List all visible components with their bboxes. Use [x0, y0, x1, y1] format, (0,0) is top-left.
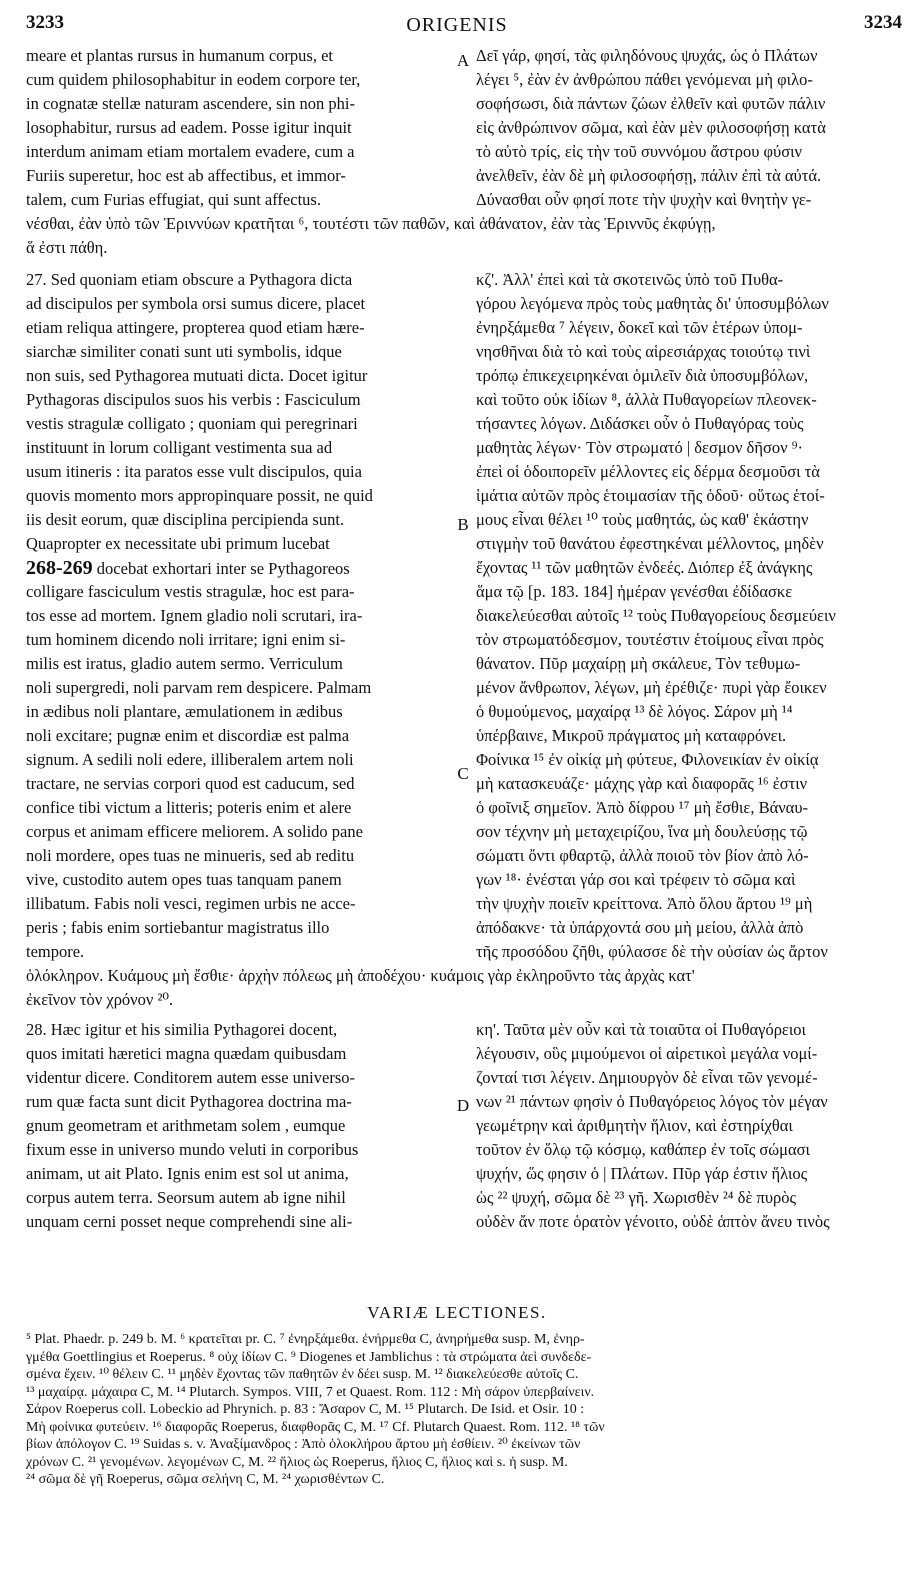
greek-line: γόρου λεγόμενα πρὸς τοὺς μαθητὰς δι' ὑποσυμβόλων	[476, 294, 829, 313]
latin-line: vestis stragulæ colligato ; quoniam qui peregrinari	[26, 414, 358, 433]
latin-line: colligare fasciculum vestis stragulæ, hoc est para-	[26, 582, 355, 601]
page-header	[0, 0, 914, 40]
latin-line: ad discipulos per symbola orsi sumus dicere, placet	[26, 294, 366, 313]
greek-line: τήσαντες λόγων. Διδάσκει οὖν ὁ Πυθαγόρας τοὺς	[476, 414, 804, 433]
greek-line: ἅμα τῷ [p. 183. 184] ἡμέραν γενέσθαι ἐδίδασκε	[476, 582, 793, 601]
greek-line: μαθητὰς λέγων· Τὸν στρωματό | δεσμον δῆσον ⁹·	[476, 438, 803, 457]
greek-line: νων ²¹ πάντων φησὶν ὁ Πυθαγόρειος λόγος τὸν μέγαν	[476, 1092, 828, 1111]
latin-line: gnum geometram et arithmetam solem , eumque	[26, 1116, 346, 1135]
latin-line: non suis, sed Pythagorea mutuati dicta. Docet igitur	[26, 366, 368, 385]
latin-line: tos esse ad mortem. Ignem gladio noli scrutari, ira-	[26, 606, 363, 625]
latin-line: unquam cerni posset neque comprehendi sine ali-	[26, 1212, 353, 1231]
latin-line: fixum esse in universo mundo veluti in corporibus	[26, 1140, 359, 1159]
latin-line: corpus et animam efficere meliorem. A solido pane	[26, 822, 363, 841]
margin-letter-a: A	[456, 51, 470, 70]
margin-letter-d: D	[456, 1096, 470, 1115]
greek-line: ἀνελθεῖν, ἐὰν δὲ μὴ φιλοσοφήσῃ, πάλιν ἐπὶ τὰ αὐτά.	[476, 166, 822, 185]
latin-line: tempore.	[26, 942, 85, 961]
migne-page-reference: 268-269	[26, 557, 93, 579]
latin-line: etiam reliqua attingere, propterea quod etiam hære-	[26, 318, 365, 337]
latin-line: animam, ut ait Plato. Ignis enim est sol ut anima,	[26, 1164, 349, 1183]
footnote-line: ⁵ Plat. Phaedr. p. 249 b. M. ⁶ κρατεῖται pr. C. ⁷ ἐνηρξάμεθα. ἐνήρμεθα C, ἀνηρήμεθα susp. M, ἐνηρ-	[26, 1332, 585, 1347]
latin-line: tractare, ne servias corpori quod est caducum, sed	[26, 774, 355, 793]
greek-line: ὑπέρβαινε, Μικροῦ πράγματος μὴ καταφρόνει.	[476, 726, 787, 745]
greek-line: Δύνασθαι οὖν φησί ποτε τὴν ψυχὴν καὶ θνητὴν γε-	[476, 190, 812, 209]
latin-line: confice tibi victum a litteris; poteris enim et alere	[26, 798, 352, 817]
latin-line-text: docebat exhortari inter se Pythagoreos	[96, 559, 350, 578]
greek-line: τὸν στρωματόδεσμον, τουτέστιν ἑτοίμους εἶναι πρὸς	[476, 630, 824, 649]
latin-line: in ædibus noli plantare, æmulationem in ædibus	[26, 702, 343, 721]
latin-line: tum hominem dicendo noli irritare; igni enim si-	[26, 630, 346, 649]
greek-line: Δεῖ γάρ, φησί, τὰς φιληδόνους ψυχάς, ὡς ὁ Πλάτων	[476, 46, 818, 65]
greek-line: κζ'. Ἀλλ' ἐπεὶ καὶ τὰ σκοτεινῶς ὑπὸ τοῦ Πυθα-	[476, 270, 784, 289]
latin-line: quos imitati hæretici magna quædam quibusdam	[26, 1044, 347, 1063]
latin-line: vive, custodito autem opes tuas tanquam panem	[26, 870, 342, 889]
greek-line: λέγει ⁵, ἐὰν ἐν ἀνθρώπου πάθει γενόμεναι μὴ φιλο-	[476, 70, 813, 89]
latin-line: cum quidem philosophabitur in eodem corpore ter,	[26, 70, 361, 89]
greek-line: μὴ κατασκευάζε· μάχης γὰρ καὶ διαφορᾶς ¹⁶ ἐστιν	[476, 774, 808, 793]
footnote-line: Σάρον Roeperus coll. Lobeckio ad Phrynich. p. 83 : Ἄσαρον C, M. ¹⁵ Plutarch. De Isid. et Osir. 10 :	[26, 1402, 585, 1417]
latin-line: illibatum. Fabis noli vesci, regimen urbis ne acce-	[26, 894, 356, 913]
latin-line: signum. A sedili noli edere, illiberalem artem noli	[26, 750, 354, 769]
greek-line: Φοίνικα ¹⁵ ἐν οἰκίᾳ μὴ φύτευε, Φιλονεικίαν ἐν οἰκίᾳ	[476, 750, 819, 769]
greek-line: νησθῆναι διὰ τὸ καὶ τοὺς αἱρεσιάρχας τοιούτῳ τινὶ	[476, 342, 811, 361]
greek-line: ἐπεὶ οἱ ὁδοιπορεῖν μέλλοντες εἰς δέρμα δεσμοῦσι τὰ	[476, 462, 820, 481]
latin-line: rum quæ facta sunt dicit Pythagorea doctrina ma-	[26, 1092, 352, 1111]
greek-full-line: ἅ ἐστι πάθη.	[26, 238, 108, 257]
greek-line: ζονταί τισι λέγειν. Δημιουργὸν δὲ εἶναι τῶν γενομέ-	[476, 1068, 818, 1087]
footnote-line: χρόνων C. ²¹ γενομένων. λεγομένων C, M. ²² ἥλιος ὡς Roeperus, ἥλιος C, ἥλιος καὶ s. ἡ susp. M.	[26, 1454, 568, 1470]
greek-line: γεωμέτρην καὶ ἀριθμητὴν ἥλιον, καὶ ἐστηρίχθαι	[476, 1116, 793, 1135]
latin-line: noli supergredi, noli parvam rem despicere. Palmam	[26, 678, 372, 697]
footnote-line: γμέθα Goettlingius et Roeperus. ⁸ οὐχ ἰδίων C. ⁹ Diogenes et Jamblichus : τὰ στρώματα ἀεὶ συνδεδε-	[26, 1349, 592, 1365]
latin-line: noli mordere, opes tuas ne minueris, sed ab reditu	[26, 846, 355, 865]
latin-line: 27. Sed quoniam etiam obscure a Pythagora dicta	[26, 270, 353, 289]
margin-letter-c: C	[457, 764, 469, 783]
latin-line: milis est iratus, gladio autem sermo. Verriculum	[26, 654, 343, 673]
footnote-line: σμένα ἔχειν. ¹⁰ θέλειν C. ¹¹ μηδὲν ἔχοντας τῶν παθητῶν ἐν δέει susp. M. ¹² διακελεύεσθε αὐτοῖς C.	[26, 1367, 579, 1382]
latin-line	[26, 556, 456, 581]
latin-line: peris ; fabis enim sortiebantur magistratus illo	[26, 918, 330, 937]
latin-line: Quapropter ex necessitate ubi primum lucebat	[26, 534, 330, 553]
greek-line: σώματι ὄντι φθαρτῷ, ἀλλὰ ποιοῦ τὸν βίον ἀπὸ λό-	[476, 846, 809, 865]
latin-line: noli excitare; pugnæ enim et discordiæ est palma	[26, 726, 350, 745]
latin-line: usum itineris : ita paratos esse vult discipulos, quia	[26, 462, 362, 481]
greek-line: σοφήσωσι, διὰ πάντων ζώων ἐλθεῖν καὶ φυτῶν πάλιν	[476, 94, 826, 113]
latin-line: videntur dicere. Conditorem autem esse universo-	[26, 1068, 355, 1087]
greek-line: τὸ αὐτὸ τρίς, εἰς τὴν τοῦ συννόμου ἄστρου φύσιν	[476, 142, 803, 161]
greek-line: θάνατον. Πῦρ μαχαίρῃ μὴ σκάλευε, Τὸν τεθυμω-	[476, 654, 801, 673]
page-number-right: 3234	[864, 12, 902, 33]
footnote-line: βίων ἀπόλογον C. ¹⁹ Suidas s. v. Ἀναξίμανδρος : Ἀπὸ ὁλοκλήρου ἄρτου μὴ ἐσθίειν. ²⁰ ἐκείνων τῶν	[26, 1437, 581, 1452]
margin-letter-b: B	[457, 515, 469, 534]
greek-line: κη'. Ταῦτα μὲν οὖν καὶ τὰ τοιαῦτα οἱ Πυθαγόρειοι	[476, 1020, 806, 1039]
greek-line: τοῦτον ἐν ὅλῳ τῷ κόσμῳ, καθάπερ ἐν τοῖς σώμασι	[476, 1140, 810, 1159]
greek-line: ἐνηρξάμεθα ⁷ λέγειν, δοκεῖ καὶ τῶν ἑτέρων ὑπομ-	[476, 318, 803, 337]
latin-line: losophabitur, rursus ad eadem. Posse igitur inquit	[26, 118, 352, 137]
greek-line: σον τέχνην μὴ μεταχειρίζου, ἵνα μὴ δουλεύσῃς τῷ	[476, 822, 808, 841]
greek-line: ὡς ²² ψυχή, σῶμα δὲ ²³ γῆ. Χωρισθὲν ²⁴ δὲ πυρὸς	[476, 1188, 797, 1207]
greek-line: εἰς ἀνθρώπινον σῶμα, καὶ ἐὰν μὲν φιλοσοφήσῃ κατὰ	[476, 118, 826, 137]
latin-line: 28. Hæc igitur et his similia Pythagorei docent,	[26, 1020, 338, 1039]
latin-line: siarchæ similiter conati sunt uti symbolis, idque	[26, 342, 342, 361]
greek-line: στιγμὴν τοῦ θανάτου ἐφεστηκέναι μέλλοντος, μηδὲν	[476, 534, 824, 553]
page-title: ORIGENIS	[406, 14, 508, 36]
latin-line: Furiis superetur, hoc est ab affectibus, et immor-	[26, 166, 346, 185]
latin-line: meare et plantas rursus in humanum corpus, et	[26, 46, 333, 65]
greek-line: γων ¹⁸· ἐνέσται γάρ σοι καὶ τρέφειν τὸ σῶμα καὶ	[476, 870, 796, 889]
greek-full-line: ὁλόκληρον. Κυάμους μὴ ἔσθιε· ἀρχὴν πόλεως μὴ ἀποδέχου· κυάμοις γὰρ ἐκληροῦντο τὰς ἀρχὰς κατ'	[26, 966, 695, 985]
latin-line: corpus autem terra. Seorsum autem ab igne nihil	[26, 1188, 346, 1207]
greek-line: μένον ἄνθρωπον, λέγων, μὴ ἐρέθιζε· πυρὶ γὰρ ἔοικεν	[476, 678, 827, 697]
latin-line: interdum animam etiam mortalem evadere, cum a	[26, 142, 355, 161]
greek-line: ἀπόδακνε· τὰ ὑπάρχοντά σου μὴ μείου, ἀλλὰ ἀπὸ	[476, 918, 804, 937]
footnote-line: Μὴ φοίνικα φυτεύειν. ¹⁶ διαφορᾶς Roeperus, διαφθορᾶς C, M. ¹⁷ Cf. Plutarch Quaest. Rom. 112. ¹⁸ τῶν	[26, 1419, 605, 1435]
variae-lectiones-title: VARIÆ LECTIONES.	[367, 1303, 547, 1322]
greek-line: ὁ φοῖνιξ σημεῖον. Ἀπὸ δίφρου ¹⁷ μὴ ἔσθιε, Βάναυ-	[476, 798, 808, 817]
latin-line: talem, cum Furias effugiat, qui sunt affectus.	[26, 190, 321, 209]
greek-full-line: νέσθαι, ἐὰν ὑπὸ τῶν Ἐριννύων κρατῆται ⁶, τουτέστι τῶν παθῶν, καὶ ἀθάνατον, ἐὰν τὰς Ἐριννῦς ἐκφύγῃ,	[26, 214, 716, 233]
greek-line: διακελεύεσθαι αὐτοῖς ¹² τοὺς Πυθαγορείους δεσμεύειν	[476, 606, 836, 625]
greek-line: τὴν ψυχὴν ποιεῖν κρείττονα. Ἀπὸ ὅλου ἄρτου ¹⁹ μὴ	[476, 894, 813, 913]
greek-line: ἔχοντας ¹¹ τῶν μαθητῶν ἐνδεές. Διόπερ ἐξ ἀνάγκης	[476, 558, 813, 577]
greek-full-line: ἐκεῖνον τὸν χρόνον ²⁰.	[26, 990, 174, 1009]
latin-line: in cognatæ stellæ naturam ascendere, sin non phi-	[26, 94, 356, 113]
latin-line: instituunt in lorum colligant vestimenta sua ad	[26, 438, 333, 457]
latin-line: quovis momento mors appropinquare possit, ne quid	[26, 486, 373, 505]
footnote-line: ²⁴ σῶμα δὲ γῆ Roeperus, σῶμα σελήνη C, M. ²⁴ χωρισθέντων C.	[26, 1472, 385, 1487]
greek-line: καὶ τοῦτο οὐκ ἰδίων ⁸, ἀλλὰ Πυθαγορείων πλεονεκ-	[476, 390, 817, 409]
greek-line: μους εἶναι θέλει ¹⁰ τοὺς μαθητάς, ὡς καθ' ἑκάστην	[476, 510, 809, 529]
latin-line: Pythagoras discipulos suos his verbis : Fasciculum	[26, 390, 361, 409]
greek-line: οὐδὲν ἄν ποτε ὁρατὸν γένοιτο, οὐδὲ ἁπτὸν ἄνευ τινὸς	[476, 1212, 830, 1231]
latin-line: iis desit eorum, quæ disciplina percipienda sunt.	[26, 510, 345, 529]
greek-line: ψυχήν, ὥς φησιν ὁ | Πλάτων. Πῦρ γάρ ἐστιν ἥλιος	[476, 1164, 808, 1183]
greek-line: τρόπῳ ἐπικεχειρηκέναι ὁμιλεῖν διὰ ὑποσυμβόλων,	[476, 366, 809, 385]
footnote-line: ¹³ μαχαίρᾳ. μάχαιρα C, M. ¹⁴ Plutarch. Sympos. VIII, 7 et Quaest. Rom. 112 : Μὴ σάρον ὑπερβαίνειν.	[26, 1384, 595, 1400]
greek-line: λέγουσιν, οὓς μιμούμενοι οἱ αἱρετικοὶ μεγάλα νομί-	[476, 1044, 818, 1063]
greek-line: τῆς προσόδου ζῆθι, φύλασσε δὲ τὴν οὐσίαν ὡς ἄρτον	[476, 942, 828, 961]
greek-line: ἱμάτια αὐτῶν πρὸς ἑτοιμασίαν τῆς ὁδοῦ· οὕτως ἑτοί-	[476, 486, 825, 505]
page-number-left: 3233	[26, 12, 64, 33]
greek-line: ὁ θυμούμενος, μαχαίρᾳ ¹³ δὲ λόγος. Σάρον μὴ ¹⁴	[476, 702, 793, 721]
